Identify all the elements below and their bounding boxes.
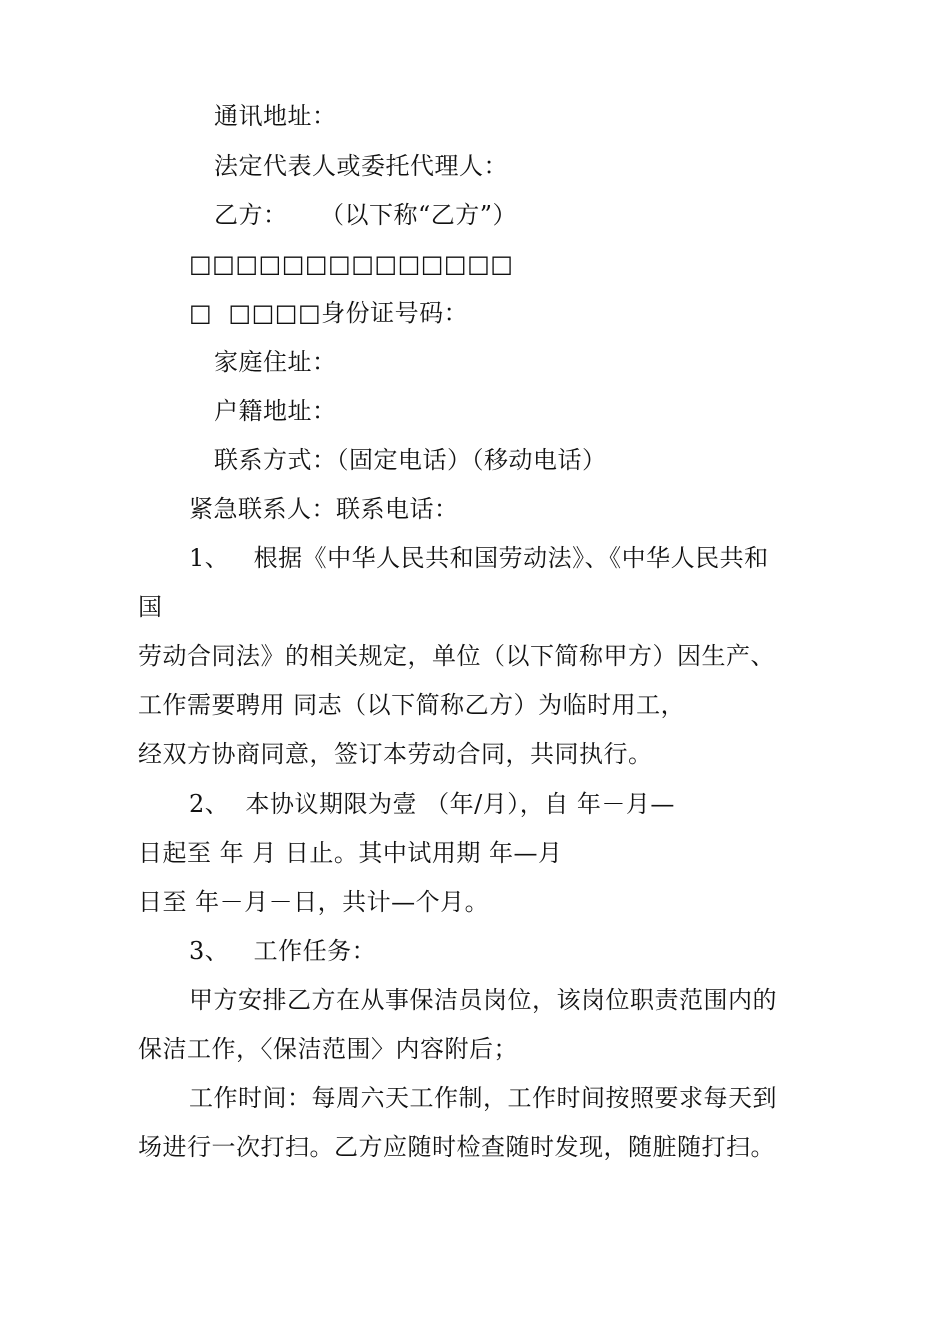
home-address-line: 家庭住址： <box>214 348 337 376</box>
clause-1-body-line: 劳动合同法》的相关规定，单位（以下简称甲方）因生产、 <box>138 642 775 670</box>
clause-3-body-line: 甲方安排乙方在从事保洁员岗位，该岗位职责范围内的 <box>189 986 777 1014</box>
clause-2-line: 2、 本协议期限为壹 （年/月），自 年－月— <box>189 790 675 818</box>
party-b-line: 乙方： （以下称“乙方”） <box>214 201 518 229</box>
clause-1-line: 1、 根据《中华人民共和国劳动法》、《中华人民共和 <box>189 544 769 572</box>
clause-2-body-line: 日至 年－月－日，共计—个月。 <box>138 888 490 916</box>
id-number-line: □ □□□□身份证号码： <box>189 299 469 327</box>
clause-3-body-line: 保洁工作，〈保洁范围〉内容附后； <box>138 1035 518 1063</box>
clause-1-body-line: 工作需要聘用 同志（以下简称乙方）为临时用工， <box>138 691 686 719</box>
address-line: 通讯地址： <box>214 102 337 130</box>
emergency-contact-line: 紧急联系人：联系电话： <box>189 495 459 523</box>
clause-1-body-line: 经双方协商同意，签订本劳动合同，共同执行。 <box>138 740 653 768</box>
contact-method-line: 联系方式：（固定电话）（移动电话） <box>214 446 607 474</box>
work-time-line: 工作时间：每周六天工作制，工作时间按照要求每天到 <box>189 1084 777 1112</box>
clause-3-line: 3、 工作任务： <box>189 937 377 965</box>
clause-1-wrap-line: 国 <box>138 593 163 621</box>
legal-representative-line: 法定代表人或委托代理人： <box>214 152 508 180</box>
work-time-body-line: 场进行一次打扫。乙方应随时检查随时发现，随脏随打扫。 <box>138 1133 775 1161</box>
household-address-line: 户籍地址： <box>214 397 337 425</box>
placeholder-boxes-line: □□□□□□□□□□□□□□ <box>189 250 514 278</box>
clause-2-body-line: 日起至 年 月 日止。其中试用期 年—月 <box>138 839 563 867</box>
